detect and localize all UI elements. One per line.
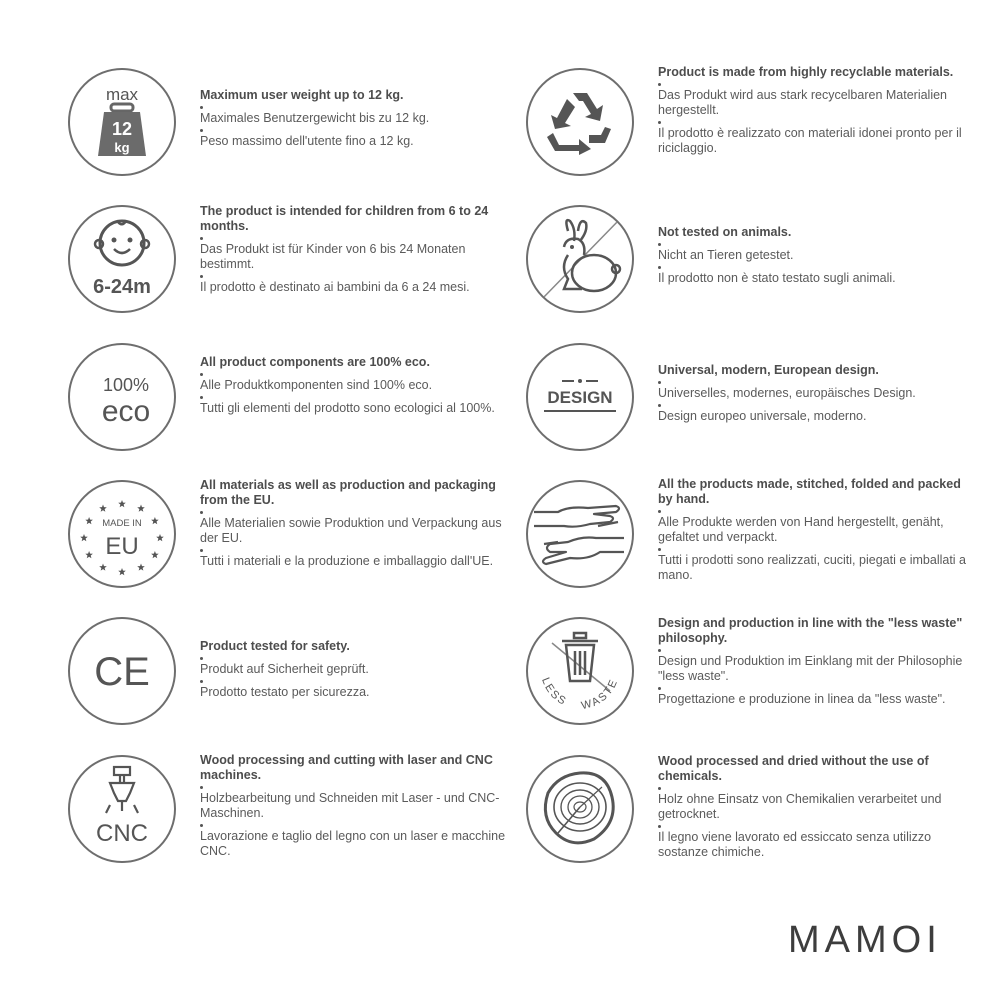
ce-mark-icon — [68, 617, 176, 725]
feature-title: Wood processed and dried without the use of chemicals. — [658, 754, 929, 783]
feature-text-de: Holz ohne Einsatz von Chemikalien verarbeitet und getrocknet. — [658, 784, 968, 822]
eu-star-icon — [80, 534, 88, 541]
waste-label: WASTE — [580, 676, 621, 713]
feature-title: Product is made from highly recyclable materials. — [658, 65, 954, 79]
made-in-label: MADE IN — [102, 518, 142, 529]
feature-text-it: Il prodotto è realizzato con materiali idonei pronto per il riciclaggio. — [658, 118, 968, 156]
feature-design — [526, 343, 986, 455]
feature-text-it: Progettazione e produzione in linea da "less waste". — [658, 684, 968, 707]
feature-text-de: Maximales Benutzergewicht bis zu 12 kg. — [200, 103, 510, 126]
eco-percent: 100% — [102, 375, 150, 395]
feature-text-it: Tutti gli elementi del prodotto sono ecologici al 100%. — [200, 393, 510, 416]
feature-handmade — [526, 477, 986, 592]
feature-text-it: Prodotto testato per sicurezza. — [200, 677, 510, 700]
feature-text-de: Alle Produktkomponenten sind 100% eco. — [200, 370, 510, 393]
feature-title: Wood processing and cutting with laser and CNC machines. — [200, 753, 493, 782]
wood-log-icon — [526, 755, 634, 863]
feature-text-de: Universelles, modernes, europäisches Design. — [658, 378, 968, 401]
feature-not-tested-animals — [526, 205, 986, 317]
age-range-label: 6-24m — [93, 276, 151, 298]
feature-title: Design and production in line with the "less waste" philosophy. — [658, 616, 963, 645]
feature-text-it: Lavorazione e taglio del legno con un laser e macchine CNC. — [200, 821, 510, 859]
eu-star-icon — [99, 563, 107, 570]
feature-less-waste — [526, 617, 986, 729]
feature-text-it: Tutti i materiali e la produzione e imballaggio dall'UE. — [200, 546, 510, 569]
less-waste-icon — [526, 617, 634, 725]
feature-age-range — [68, 205, 528, 317]
feature-title: All the products made, stitched, folded and packed by hand. — [658, 477, 961, 506]
feature-text-de: Nicht an Tieren getestet. — [658, 240, 968, 263]
svg-text:LESS — [539, 676, 569, 708]
design-label: DESIGN — [547, 388, 613, 407]
weight-icon-unit: kg — [114, 140, 130, 155]
weight-icon — [68, 68, 176, 176]
hands-icon — [526, 480, 634, 588]
feature-made-in-eu — [68, 480, 528, 592]
feature-text-de: Das Produkt ist für Kinder von 6 bis 24 Monaten bestimmt. — [200, 234, 510, 272]
eco-icon — [68, 343, 176, 451]
weight-icon-value: 12 — [111, 119, 133, 139]
eu-star-icon — [118, 500, 126, 507]
ce-label: CE — [94, 650, 150, 694]
feature-title: The product is intended for children from 6 to 24 months. — [200, 204, 489, 233]
eu-star-icon — [85, 551, 93, 558]
feature-text-it: Design europeo universale, moderno. — [658, 401, 968, 424]
feature-title: All materials as well as production and packaging from the EU. — [200, 478, 496, 507]
eu-star-icon — [156, 534, 164, 541]
feature-no-chemicals — [526, 755, 986, 867]
rabbit-crossed-icon — [526, 205, 634, 313]
feature-text-de: Alle Produkte werden von Hand hergestellt, genäht, gefaltet und verpackt. — [658, 507, 968, 545]
eu-star-icon — [137, 563, 145, 570]
less-label: LESS — [539, 675, 570, 709]
feature-eco — [68, 343, 528, 455]
recycle-icon — [526, 68, 634, 176]
baby-face-icon — [68, 205, 176, 313]
feature-text-de: Holzbearbeitung und Schneiden mit Laser - und CNC-Maschinen. — [200, 783, 510, 821]
eu-star-icon — [151, 517, 159, 524]
feature-recyclable — [526, 65, 986, 180]
cnc-label: CNC — [96, 820, 148, 847]
feature-text-de: Das Produkt wird aus stark recycelbaren Materialien hergestellt. — [658, 80, 968, 118]
eu-label: EU — [105, 533, 139, 560]
design-icon — [526, 343, 634, 451]
feature-text-it: Il legno viene lavorato ed essiccato senza utilizzo sostanze chimiche. — [658, 822, 968, 860]
eu-star-icon — [85, 517, 93, 524]
brand-logo: MAMOI — [788, 919, 942, 961]
feature-title: Product tested for safety. — [200, 639, 350, 653]
eu-star-icon — [118, 568, 126, 575]
feature-text-it: Il prodotto è destinato ai bambini da 6 a 24 mesi. — [200, 272, 510, 295]
feature-title: All product components are 100% eco. — [200, 355, 430, 369]
eu-star-icon — [99, 505, 107, 512]
feature-max-weight — [68, 68, 528, 180]
feature-title: Not tested on animals. — [658, 225, 792, 239]
weight-icon-max: max — [105, 85, 139, 104]
eu-star-icon — [151, 551, 159, 558]
feature-text-de: Alle Materialien sowie Produktion und Verpackung aus der EU. — [200, 508, 510, 546]
feature-text-de: Produkt auf Sicherheit geprüft. — [200, 654, 510, 677]
cnc-icon — [68, 755, 176, 863]
feature-text-it: Il prodotto non è stato testato sugli animali. — [658, 263, 968, 286]
feature-safety — [68, 617, 528, 729]
eco-label: eco — [101, 395, 151, 428]
feature-text-de: Design und Produktion im Einklang mit der Philosophie "less waste". — [658, 646, 968, 684]
feature-text-it: Tutti i prodotti sono realizzati, cuciti, piegati e imballati a mano. — [658, 545, 968, 583]
feature-title: Universal, modern, European design. — [658, 363, 879, 377]
feature-text-it: Peso massimo dell'utente fino a 12 kg. — [200, 126, 510, 149]
feature-title: Maximum user weight up to 12 kg. — [200, 88, 404, 102]
feature-cnc — [68, 755, 528, 867]
eu-star-icon — [137, 505, 145, 512]
made-in-eu-icon — [68, 480, 176, 588]
